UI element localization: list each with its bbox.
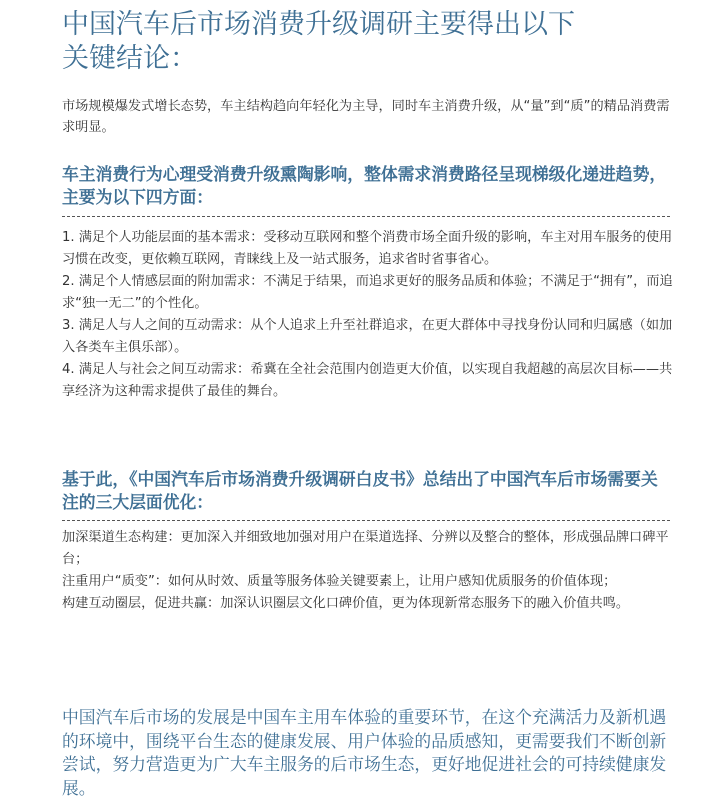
section-1-heading: 车主消费行为心理受消费升级熏陶影响，整体需求消费路径呈现梯级化递进趋势，主要为以下四方面： — [62, 164, 667, 207]
page-title — [62, 8, 662, 76]
list-item: 构建互动圈层，促进共赢：加深认识圈层文化口碑价值，更为体现新常态服务下的融入价值共鸣。 — [62, 596, 630, 611]
closing-paragraph: 中国汽车后市场的发展是中国车主用车体验的重要环节，在这个充满活力及新机遇的环境中，围绕平台生态的健康发展、用户体验的品质感知，更需要我们不断创新尝试，努力营造更为广大车主服务的后市场生态，更好地促进社会的可持续健康发展。 — [62, 707, 667, 798]
section-1-list — [62, 227, 674, 403]
list-item: 4. 满足人与社会之间互动需求：希冀在全社会范围内创造更大价值，以实现自我超越的高层次目标——共享经济为这种需求提供了最佳的舞台。 — [62, 362, 673, 399]
list-item: 3. 满足人与人之间的互动需求：从个人追求上升至社群追求，在更大群体中寻找身份认同和归属感（如加入各类车主俱乐部）。 — [62, 318, 673, 355]
section-2-list — [62, 527, 674, 615]
section-2-divider — [62, 520, 670, 521]
page-title-line-1: 中国汽车后市场消费升级调研主要得出以下 — [62, 9, 575, 40]
list-item: 2. 满足个人情感层面的附加需求：不满足于结果，而追求更好的服务品质和体验；不满足于“拥有”，而追求“独一无二”的个性化。 — [62, 274, 673, 311]
list-item: 1. 满足个人功能层面的基本需求：受移动互联网和整个消费市场全面升级的影响，车主对用车服务的使用习惯在改变，更依赖互联网，青睐线上及一站式服务，追求省时省事省心。 — [62, 230, 673, 267]
section-1-divider — [62, 216, 670, 217]
list-item: 注重用户“质变”：如何从时效、质量等服务体验关键要素上，让用户感知优质服务的价值体现； — [62, 574, 617, 589]
intro-paragraph: 市场规模爆发式增长态势，车主结构趋向年轻化为主导，同时车主消费升级，从“量”到“质”的精品消费需求明显。 — [62, 99, 670, 135]
list-item: 加深渠道生态构建：更加深入并细致地加强对用户在渠道选择、分辨以及整合的整体，形成强品牌口碑平台； — [62, 530, 669, 567]
section-2-heading: 基于此，《中国汽车后市场消费升级调研白皮书》总结出了中国汽车后市场需要关注的三大层面优化： — [62, 469, 658, 512]
page-title-line-2: 关键结论： — [62, 43, 197, 74]
